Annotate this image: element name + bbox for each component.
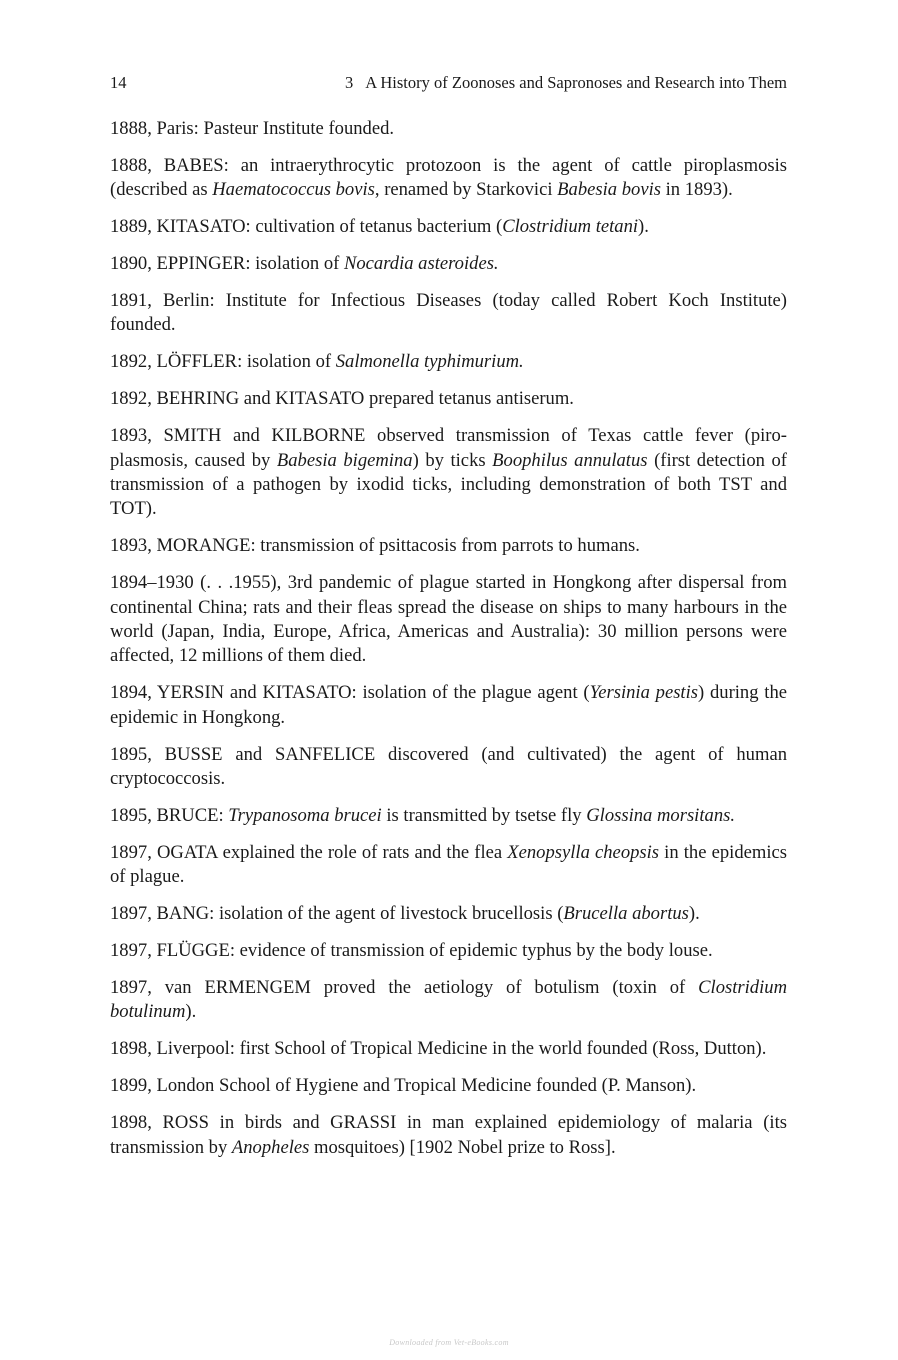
- species-name: Salmonella typhimurium.: [335, 351, 524, 373]
- species-name: Boophilus annulatus: [492, 449, 648, 471]
- chronology-entry: [110, 215, 787, 239]
- chronology-entry: [110, 1074, 787, 1098]
- chronology-entry: [110, 1037, 787, 1061]
- entry-text: 1892, LÖFFLER: isolation of: [110, 351, 336, 373]
- entry-text: 1894, YERSIN and KITASATO: isolation of the plague agent (: [110, 682, 590, 704]
- chronology-entry: [110, 424, 787, 522]
- running-head: [345, 73, 787, 93]
- chronology-entry: [110, 571, 787, 669]
- chronology-entry: [110, 804, 787, 828]
- chronology-entry: [110, 902, 787, 926]
- chronology-entry: [110, 939, 787, 963]
- chronology-entry: [110, 534, 787, 558]
- page-number: 14: [110, 73, 127, 92]
- entry-text: 1889, KITASATO: cultivation of tetanus bacterium (: [110, 216, 503, 238]
- entry-text: 1888, Paris: Pasteur Institute founded.: [110, 118, 395, 139]
- entry-text: ).: [185, 1001, 197, 1023]
- species-name: Babesia bigemina: [276, 449, 413, 471]
- chronology-entry: [110, 743, 787, 792]
- chronology-entry: [110, 350, 787, 374]
- entry-text: 1898, ROSS in birds and GRASSI in man explained epidemiology of malaria (its transmission by: [110, 1112, 787, 1158]
- entry-text: 1892, BEHRING and KITASATO prepared tetanus antiserum.: [110, 388, 574, 410]
- chronology-list: [110, 117, 787, 1172]
- entry-text: mosquitoes) [1902 Nobel prize to Ross].: [309, 1136, 616, 1158]
- entry-text: ) by ticks: [412, 449, 493, 471]
- chapter-number: 3: [345, 73, 354, 92]
- chapter-title: A History of Zoonoses and Sapronoses and Research into Them: [365, 73, 787, 92]
- entry-text: 1895, BRUCE:: [110, 804, 229, 826]
- entry-text: , renamed by Starkovici: [374, 179, 558, 201]
- species-name: Yersinia pestis: [589, 682, 699, 704]
- page-header: [110, 73, 787, 95]
- chronology-entry: [110, 387, 787, 411]
- entry-text: 1899, London School of Hygiene and Tropical Medicine founded (P. Manson).: [110, 1075, 697, 1097]
- entry-text: 1891, Berlin: Institute for Infectious Diseases (today called Robert Koch Institute) founded.: [110, 290, 787, 336]
- entry-text: 1897, OGATA explained the role of rats and the flea: [110, 841, 508, 863]
- species-name: Haematococcus bovis: [212, 179, 375, 201]
- entry-text: 1898, Liverpool: first School of Tropical Medicine in the world founded (Ross, Dutton).: [110, 1038, 767, 1060]
- species-name: Clostridium botulinum: [110, 976, 787, 1023]
- species-name: Babesia bovis: [557, 179, 661, 201]
- entry-text: (first detection of transmission of a pathogen by ixodid ticks, including demonstration of both TST and TOT).: [110, 449, 787, 520]
- entry-text: 1895, BUSSE and SANFELICE discovered (and cultivated) the agent of human cryptococcosis.: [110, 743, 787, 790]
- species-name: Brucella abortus: [563, 903, 689, 925]
- chronology-entry: [110, 841, 787, 890]
- entry-text: 1897, BANG: isolation of the agent of livestock brucellosis (: [110, 903, 564, 925]
- entry-text: 1897, van ERMENGEM proved the aetiology of botulism (toxin of: [110, 976, 699, 998]
- entry-text: in the epidemics of plague.: [110, 841, 787, 888]
- species-name: Anopheles: [231, 1136, 310, 1158]
- species-name: Clostridium tetani: [502, 216, 639, 238]
- entry-text: 1897, FLÜGGE: evidence of transmission of epidemic typhus by the body louse.: [110, 940, 713, 962]
- species-name: Glossina morsitans.: [586, 804, 735, 826]
- chronology-entry: [110, 289, 787, 338]
- chronology-entry: [110, 252, 787, 276]
- entry-text: 1888, BABES: an intraerythrocytic protozoon is the agent of cattle piroplasmosis (described as: [110, 154, 787, 201]
- chronology-entry: [110, 1111, 787, 1160]
- species-name: Trypanosoma brucei: [228, 804, 382, 826]
- chronology-entry: [110, 976, 787, 1025]
- chronology-entry: [110, 117, 787, 141]
- species-name: Nocardia asteroides.: [343, 253, 499, 275]
- entry-text: ).: [638, 216, 649, 238]
- entry-text: ).: [688, 903, 700, 925]
- entry-text: 1893, MORANGE: transmission of psittacosis from parrots to humans.: [110, 535, 640, 557]
- entry-text: is transmitted by tsetse fly: [381, 804, 587, 826]
- watermark: Downloaded from Vet-eBooks.com: [389, 1338, 509, 1347]
- species-name: Xenopsylla cheopsis: [507, 841, 660, 863]
- entry-text: 1893, SMITH and KILBORNE observed transmission of Texas cattle fever (piroplasmosis, caused by: [110, 425, 787, 471]
- entry-text: in 1893).: [660, 179, 733, 201]
- entry-text: 1890, EPPINGER: isolation of: [110, 253, 344, 275]
- chronology-entry: [110, 681, 787, 730]
- entry-text: 1894–1930 (. . .1955), 3rd pandemic of plague started in Hongkong after dispersal from continental China; rats and their fleas spread the disease on ships to many harbours in the world (Japan, India, Europe, Africa, Americas and Australia): 30 million persons were affected, 12 millions of them died.: [110, 572, 787, 667]
- entry-text: ) during the epidemic in Hongkong.: [110, 682, 788, 728]
- chronology-entry: [110, 154, 787, 203]
